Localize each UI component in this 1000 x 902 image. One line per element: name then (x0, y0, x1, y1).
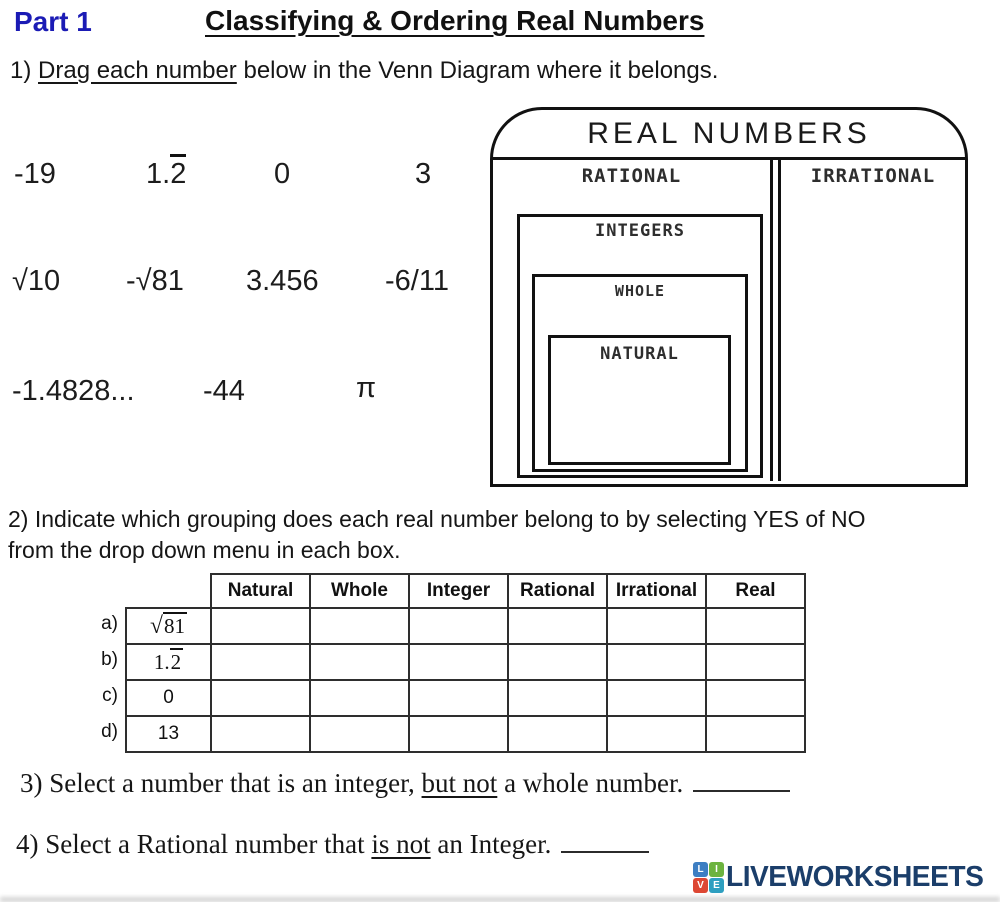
token-sqrt10[interactable]: √10 (12, 265, 61, 297)
venn-region-rational[interactable] (493, 160, 773, 481)
irrational-label: IRRATIONAL (810, 165, 936, 187)
integers-label: INTEGERS (595, 221, 685, 241)
natural-label: NATURAL (600, 344, 679, 364)
token-0[interactable]: 0 (274, 158, 291, 190)
icon-square-e: E (709, 878, 724, 893)
dropdown-cell[interactable] (706, 644, 805, 680)
column-header-natural: Natural (211, 574, 310, 608)
token-neg44[interactable]: -44 (203, 375, 245, 407)
icon-square-i: I (709, 862, 724, 877)
dropdown-cell[interactable] (607, 644, 706, 680)
liveworksheets-icon (693, 862, 724, 893)
dropdown-cell[interactable] (310, 716, 409, 752)
column-header-whole: Whole (310, 574, 409, 608)
row-value-sqrt81 (126, 608, 211, 644)
table-row-a (126, 608, 805, 644)
q3-rest: a whole number. (497, 768, 684, 798)
venn-diagram (490, 107, 968, 487)
rational-label: RATIONAL (581, 165, 682, 187)
q4-underlined-phrase: is not (371, 829, 431, 859)
token-neg19[interactable]: -19 (14, 158, 56, 190)
table-row-d (126, 716, 805, 752)
dropdown-cell[interactable] (409, 644, 508, 680)
venn-box-integers[interactable] (517, 214, 763, 478)
value-pre: 1. (153, 649, 170, 674)
dropdown-cell[interactable] (211, 608, 310, 644)
dropdown-cell[interactable] (211, 716, 310, 752)
token-neg-sqrt81[interactable]: -√81 (126, 265, 184, 297)
q2-line2: from the drop down menu in each box. (8, 536, 401, 563)
row-value-13: 13 (126, 716, 211, 752)
token-pi[interactable]: π (356, 372, 377, 404)
venn-body (493, 160, 965, 481)
row-value-0: 0 (126, 680, 211, 716)
dropdown-cell[interactable] (211, 644, 310, 680)
header-row (126, 574, 805, 608)
page-title: Classifying & Ordering Real Numbers (205, 5, 705, 36)
q4-question (16, 826, 649, 860)
dropdown-cell[interactable] (508, 608, 607, 644)
table-row-b (126, 644, 805, 680)
column-header-real: Real (706, 574, 805, 608)
q3-underlined-phrase: but not (421, 768, 498, 798)
column-header-rational: Rational (508, 574, 607, 608)
token-neg-6-11[interactable]: -6/11 (385, 265, 449, 297)
whole-label: WHOLE (614, 282, 666, 300)
dropdown-cell[interactable] (607, 680, 706, 716)
part-label: Part 1 (14, 6, 92, 37)
dropdown-cell[interactable] (310, 680, 409, 716)
dropdown-cell[interactable] (310, 608, 409, 644)
row-label-c: c) (102, 685, 118, 706)
q1-instruction (10, 57, 718, 85)
row-value-1-2-repeating (126, 644, 211, 680)
icon-square-v: V (693, 878, 708, 893)
dropdown-cell[interactable] (607, 608, 706, 644)
dropdown-cell[interactable] (607, 716, 706, 752)
q4-rest: an Integer. (430, 829, 552, 859)
q1-rest: below in the Venn Diagram where it belongs. (236, 57, 719, 84)
venn-region-irrational[interactable] (778, 160, 965, 481)
radicand: 81 (163, 613, 185, 638)
dropdown-cell[interactable] (310, 644, 409, 680)
token-1-2-overline: 2 (170, 154, 186, 190)
dropdown-cell[interactable] (508, 644, 607, 680)
icon-square-l: L (693, 862, 708, 877)
brand-wordmark: LIVEWORKSHEETS (726, 861, 984, 893)
row-label-b: b) (101, 649, 118, 670)
radical-sign: √ (150, 612, 163, 639)
cutoff-content-artifact (0, 897, 1000, 902)
classification-table (125, 573, 806, 753)
token-1-2-pre: 1. (146, 158, 171, 190)
token-3[interactable]: 3 (415, 158, 432, 190)
corner-cell (126, 574, 211, 608)
dropdown-cell[interactable] (409, 680, 508, 716)
row-label-d: d) (101, 721, 118, 742)
dropdown-cell[interactable] (508, 680, 607, 716)
dropdown-cell[interactable] (508, 716, 607, 752)
venn-title: REAL NUMBERS (493, 110, 965, 160)
venn-box-natural[interactable] (548, 335, 731, 465)
q1-underlined-phrase: Drag each number (38, 57, 237, 84)
q4-answer-blank[interactable] (561, 826, 649, 853)
q3-question (20, 765, 790, 799)
repeating-digit: 2 (170, 649, 182, 674)
q2-line1: 2) Indicate which grouping does each real number belong to by selecting YES of NO (8, 506, 866, 532)
column-header-integer: Integer (409, 574, 508, 608)
dropdown-cell[interactable] (409, 716, 508, 752)
dropdown-cell[interactable] (706, 680, 805, 716)
q1-prefix: 1) (10, 57, 39, 84)
dropdown-cell[interactable] (409, 608, 508, 644)
table-row-c (126, 680, 805, 716)
token-1-2-repeating[interactable] (146, 158, 186, 191)
dropdown-cell[interactable] (706, 716, 805, 752)
row-label-a: a) (101, 613, 118, 634)
venn-box-whole[interactable] (532, 274, 748, 472)
q2-instruction (8, 504, 865, 565)
dropdown-cell[interactable] (211, 680, 310, 716)
dropdown-cell[interactable] (706, 608, 805, 644)
q3-answer-blank[interactable] (693, 765, 790, 792)
column-header-irrational: Irrational (607, 574, 706, 608)
liveworksheets-logo[interactable] (693, 861, 991, 894)
q4-prefix: 4) Select a Rational number that (16, 829, 372, 859)
token-3-456[interactable]: 3.456 (246, 265, 319, 297)
q3-prefix: 3) Select a number that is an integer, (20, 768, 422, 798)
token-neg-1-4828[interactable]: -1.4828... (12, 375, 135, 407)
